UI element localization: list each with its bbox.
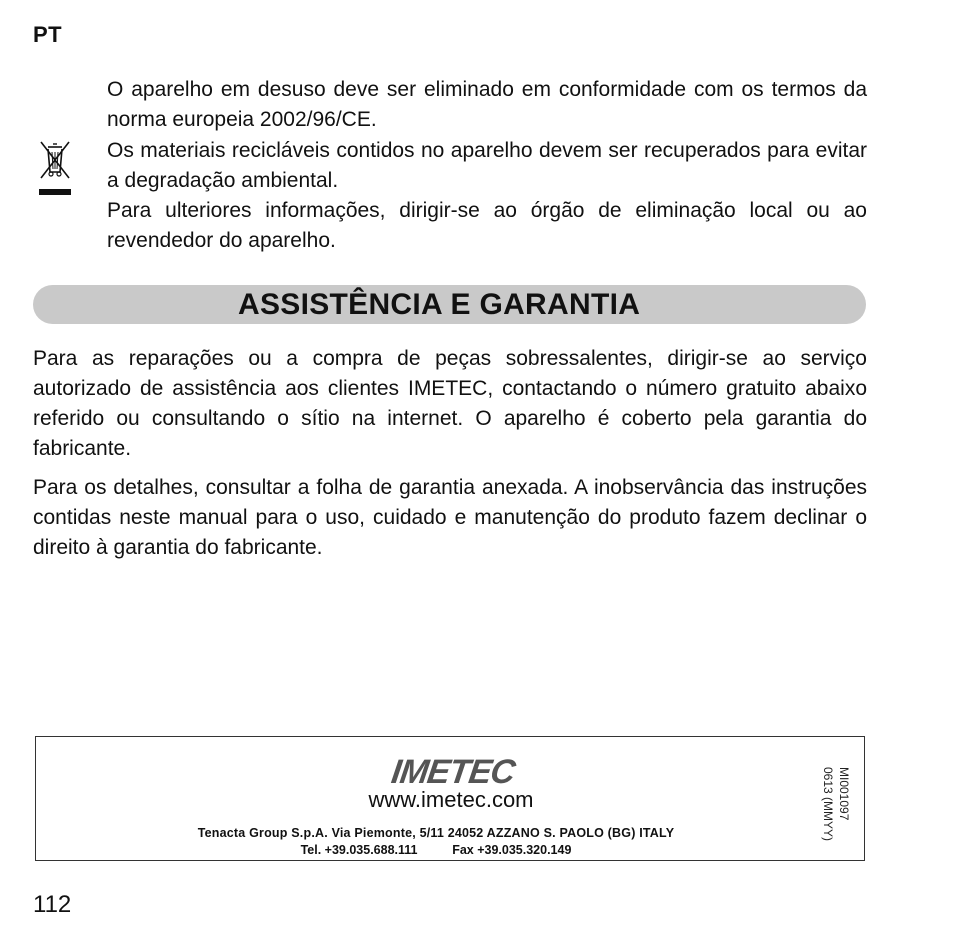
crossed-out-wheelie-bin-icon — [37, 140, 73, 196]
assistance-warranty-text — [33, 344, 867, 572]
disposal-paragraph: O aparelho em desuso deve ser eliminado em conformidade com os termos da norma europeia 2002/96/CE. — [107, 78, 867, 132]
language-code: PT — [33, 22, 63, 47]
company-contacts: Tel. +39.035.688.111 Fax +39.035.320.149 — [300, 843, 572, 857]
website-link[interactable]: www.imetec.com — [368, 787, 534, 812]
document-code-line: MI001097 — [837, 767, 851, 821]
section-title: ASSISTÊNCIA E GARANTIA — [238, 288, 641, 321]
disposal-paragraph: Os materiais recicláveis contidos no aparelho devem ser recuperados para evitar a degradação ambiental. — [107, 138, 867, 192]
document-code-line: 0613 (MMYY) — [821, 767, 835, 842]
company-address: Tenacta Group S.p.A. Via Piemonte, 5/11 24052 AZZANO S. PAOLO (BG) ITALY — [197, 826, 675, 840]
manufacturer-footer — [35, 736, 865, 861]
disposal-paragraph: Para ulteriores informações, dirigir-se ao órgão de eliminação local ou ao revendedor do aparelho. — [107, 199, 867, 253]
disposal-notice — [107, 75, 867, 257]
document-code — [816, 767, 856, 847]
svg-text:IMETEC: IMETEC — [389, 753, 517, 791]
page-number: 112 — [33, 891, 72, 918]
imetec-logo — [382, 751, 522, 791]
body-paragraph: Para os detalhes, consultar a folha de garantia anexada. A inobservância das instruções contidas neste manual para o uso, cuidado e manutenção do produto fazem declinar o direito à garantia do fabricante. — [33, 476, 867, 559]
body-paragraph: Para as reparações ou a compra de peças sobressalentes, dirigir-se ao serviço autorizado de assistência aos clientes IMETEC, contactando o número gratuito abaixo referido ou consultando o sítio na internet. O aparelho é coberto pela garantia do fabricante. — [33, 347, 867, 460]
